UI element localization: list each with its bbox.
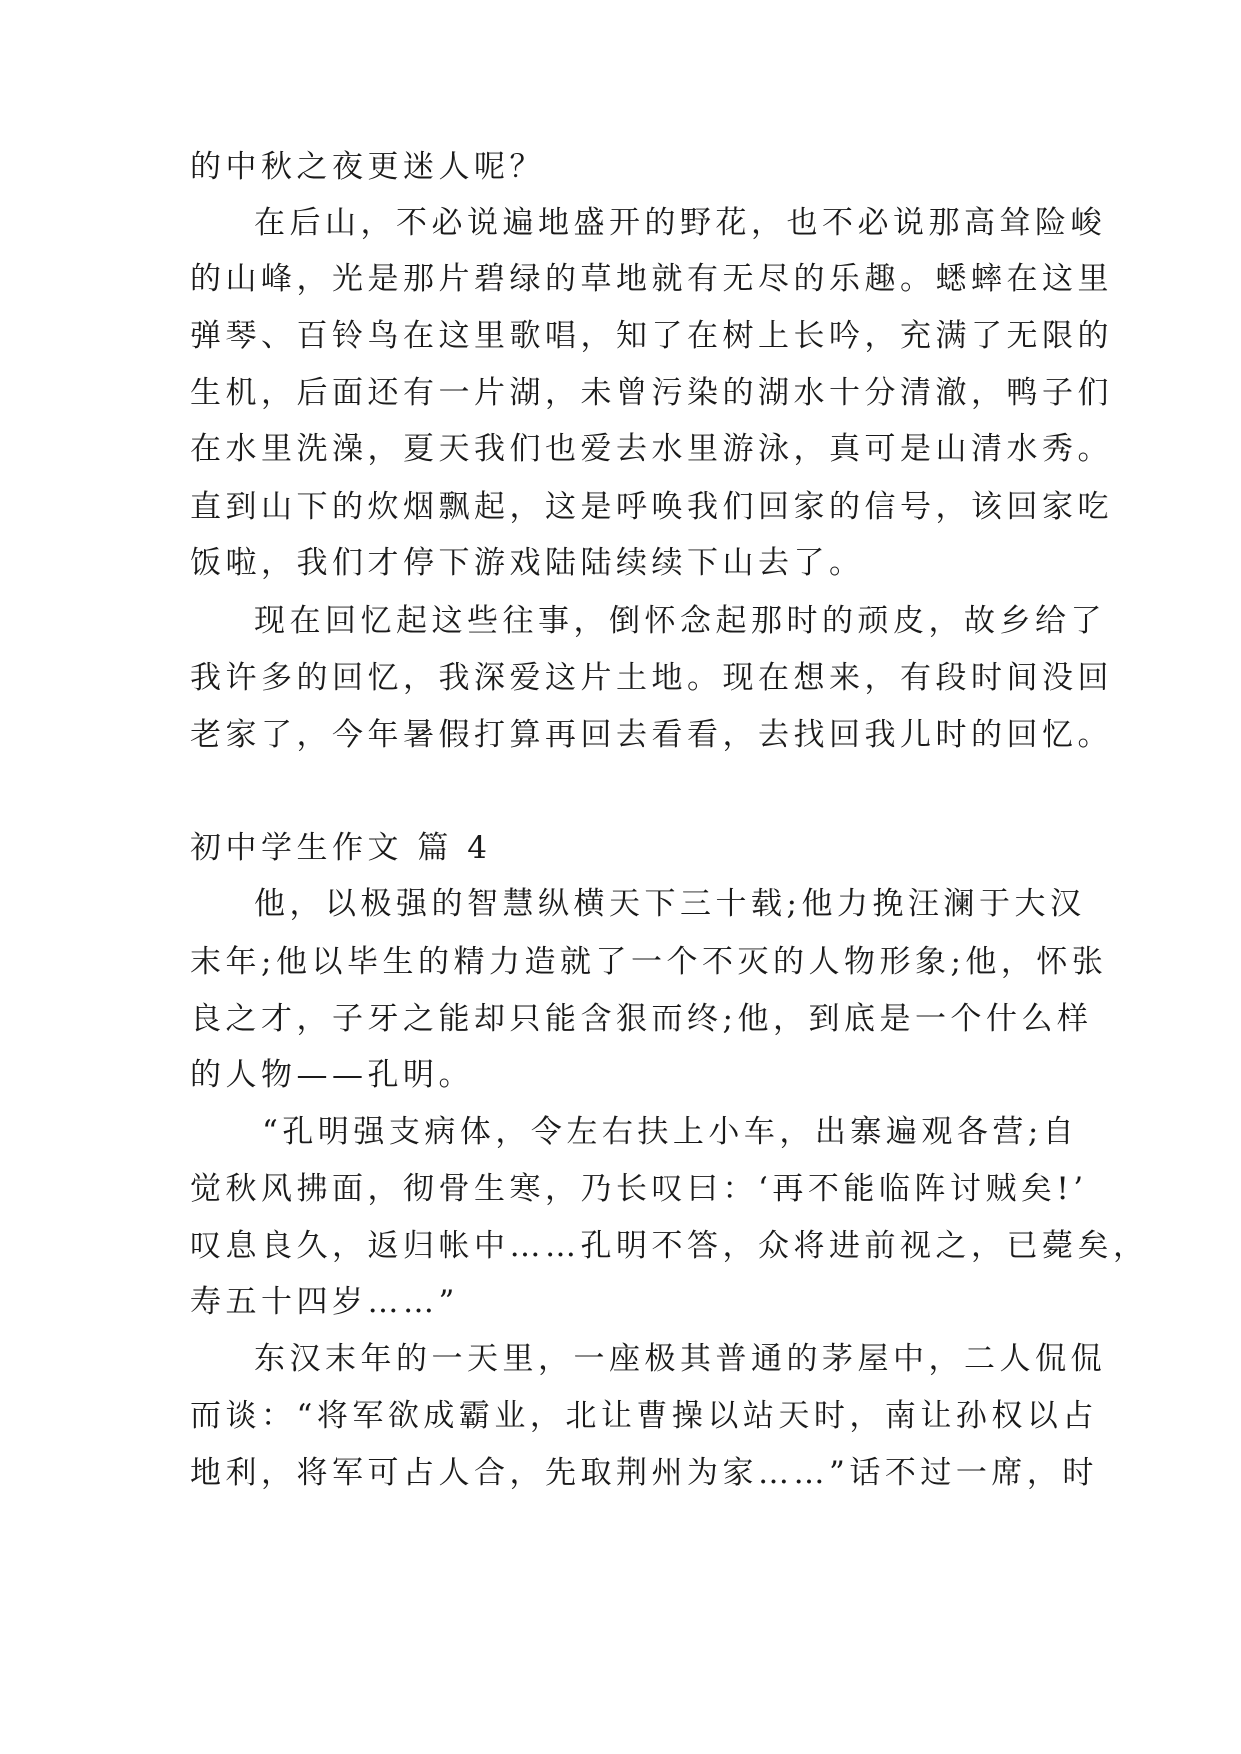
paragraph-start-line: 东汉末年的一天里，一座极其普通的茅屋中，二人侃侃 bbox=[254, 1341, 1106, 1377]
paragraph-start-line: 他，以极强的智慧纵横天下三十载;他力挽汪澜于大汉 bbox=[254, 886, 1086, 922]
text-line: 觉秋风拂面，彻骨生寒，乃长叹曰：‘再不能临阵讨贼矣!’ bbox=[190, 1171, 1088, 1207]
text-line: 而谈：“将军欲成霸业，北让曹操以站天时，南让孙权以占 bbox=[190, 1398, 1098, 1434]
text-line: 在水里洗澡，夏天我们也爱去水里游泳，真可是山清水秀。 bbox=[190, 431, 1113, 467]
text-line: 末年;他以毕生的精力造就了一个不灭的人物形象;他，怀张 bbox=[190, 944, 1108, 980]
text-line: 良之才，子牙之能却只能含狠而终;他，到底是一个什么样 bbox=[190, 1001, 1093, 1037]
text-line: 弹琴、百铃鸟在这里歌唱，知了在树上长吟，充满了无限的 bbox=[190, 318, 1113, 354]
text-line: 我许多的回忆，我深爱这片土地。现在想来，有段时间没回 bbox=[190, 660, 1113, 696]
text-line: 叹息良久，返归帐中……孔明不答，众将进前视之，已薨矣， bbox=[190, 1228, 1149, 1264]
text-line: 地利，将军可占人合，先取荆州为家……”话不过一席，时 bbox=[190, 1455, 1098, 1491]
paragraph-start-line: 在后山，不必说遍地盛开的野花，也不必说那高耸险峻 bbox=[254, 205, 1106, 241]
paragraph-start-line: 现在回忆起这些往事，倒怀念起那时的顽皮，故乡给了 bbox=[254, 603, 1106, 639]
text-line: 饭啦，我们才停下游戏陆陆续续下山去了。 bbox=[190, 545, 865, 581]
quote-start-line: “孔明强支病体，令左右扶上小车，出寨遍观各营;自 bbox=[262, 1114, 1079, 1150]
text-line: 的中秋之夜更迷人呢？ bbox=[190, 149, 545, 185]
text-line: 直到山下的炊烟飘起，这是呼唤我们回家的信号，该回家吃 bbox=[190, 489, 1113, 525]
text-line: 的人物——孔明。 bbox=[190, 1057, 474, 1093]
text-line: 老家了，今年暑假打算再回去看看，去找回我儿时的回忆。 bbox=[190, 717, 1113, 753]
text-line: 的山峰，光是那片碧绿的草地就有无尽的乐趣。蟋蟀在这里 bbox=[190, 261, 1113, 297]
text-line: 寿五十四岁……” bbox=[190, 1284, 459, 1320]
section-heading: 初中学生作文 篇 4 bbox=[190, 830, 492, 866]
text-line: 生机，后面还有一片湖，未曾污染的湖水十分清澈，鸭子们 bbox=[190, 375, 1113, 411]
